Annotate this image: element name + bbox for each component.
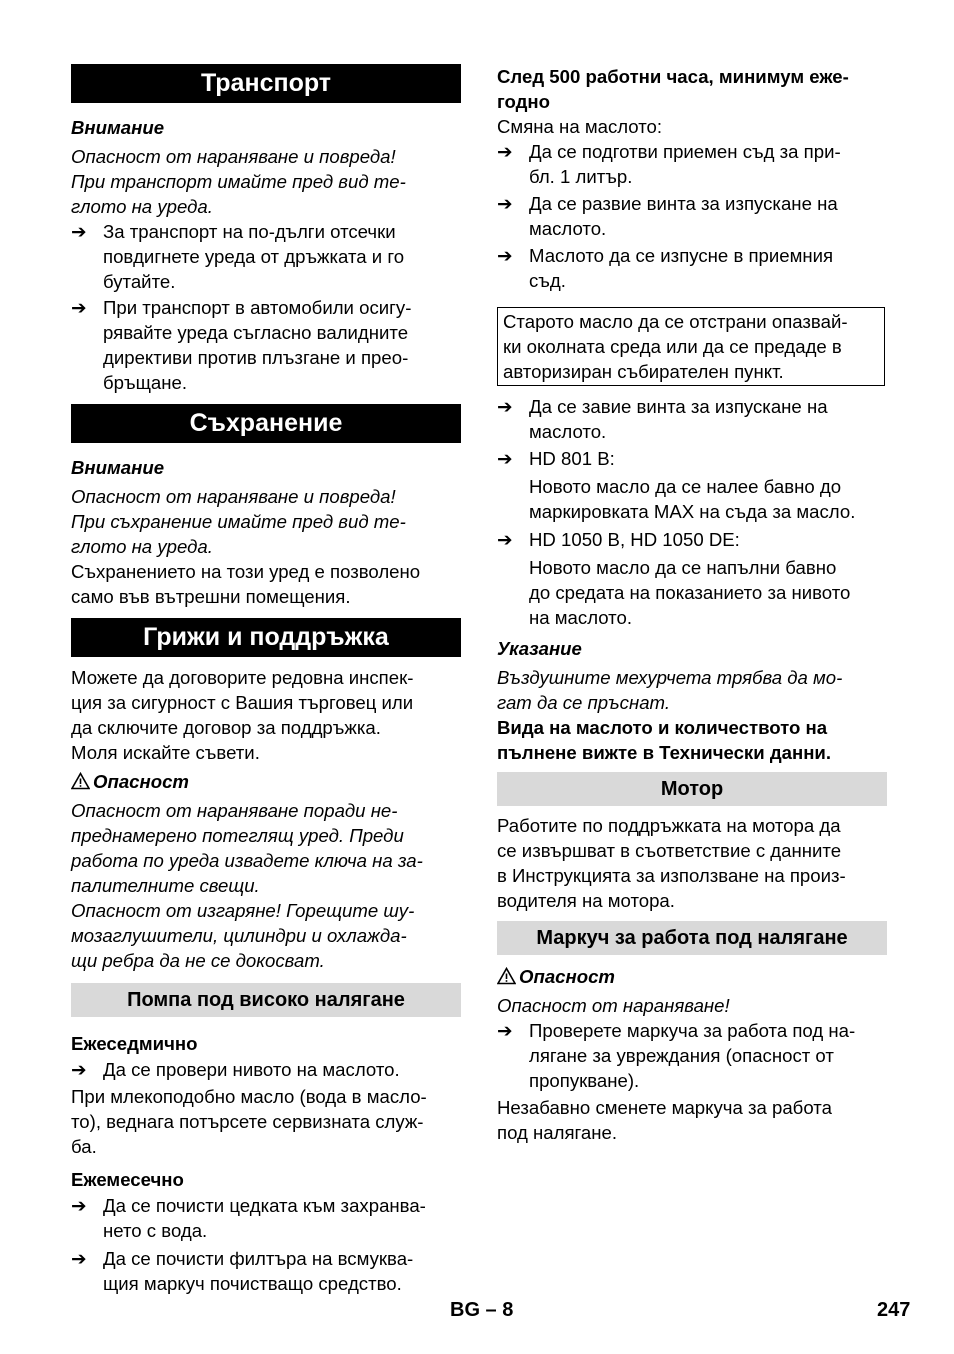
section-heading-care: Грижи и поддръжка [71,618,461,657]
page-number: 247 [877,1299,911,1321]
hint-label: Указание [497,638,582,659]
subsection-heading-hose: Маркуч за работа под налягане [497,921,887,955]
list-item: ➔ Проверете маркуча за работа под на- лягане за увреждания (опасност от пропукване). [497,1020,856,1091]
note-box: Старото масло да се отстрани опазвай- ки околната среда или да се предаде в авторизиран събирателен пункт. [497,307,885,386]
arrow-right-icon: ➔ [497,529,513,550]
arrow-right-icon: ➔ [71,1059,87,1080]
caution-label: Внимание [71,457,165,478]
subsection-heading-pump: Помпа под високо налягане [71,983,461,1017]
subsection-heading-motor: Мотор [497,772,887,806]
list-item: ➔ HD 1050 B, HD 1050 DE: [497,529,740,550]
caution-text: Опасност от нараняване и повреда! При съхранение имайте пред вид те- глото на уреда. [71,486,406,557]
arrow-right-icon: ➔ [497,1020,513,1041]
section-heading-storage: Съхранение [71,404,461,443]
arrow-right-icon: ➔ [497,193,513,214]
hose-text: Незабавно сменете маркуча за работа под налягане. [497,1097,832,1143]
arrow-right-icon: ➔ [497,448,513,469]
monthly-label: Ежемесечно [71,1169,184,1190]
arrow-right-icon: ➔ [71,1248,87,1269]
hint-text: Въздушните мехурчета трябва да мо- гат да се пръснат. [497,667,843,713]
list-item: ➔ Да се почисти цедката към захранва- нето с вода. [71,1195,426,1241]
caution-label: Внимание [71,117,165,138]
left-column [71,64,461,1296]
page-label: BG – 8 [450,1299,514,1321]
arrow-right-icon: ➔ [497,141,513,162]
after-500-hours-label: След 500 работни часа, минимум еже- годно [497,66,849,112]
list-item: ➔ Маслото да се изпусне в приемния съд. [497,245,834,291]
oil-change-label: Смяна на маслото: [497,116,663,137]
list-item: ➔ Да се развие винта за изпускане на маслото. [497,193,838,239]
arrow-right-icon: ➔ [71,221,87,242]
arrow-right-icon: ➔ [71,1195,87,1216]
weekly-text: При млекоподобно масло (вода в масло- то), веднага потърсете сервизната служ- ба. [71,1086,427,1157]
caution-text: Опасност от нараняване и повреда! При транспорт имайте пред вид те- глото на уреда. [71,146,406,217]
arrow-right-icon: ➔ [71,297,87,318]
list-item: ➔ За транспорт на по-дълги отсечки повдигнете уреда от дръжката и го бутайте. [71,221,405,292]
danger-text: Опасност от нараняване поради не- преднамерено потеглящ уред. Преди работа по уреда извадете ключа на за- палителните свещи. Опасност от изгаряне! Горещите шу- мозаглушители, цилиндри и охлажда- щи ребра да не се докосват. [71,800,423,971]
section-heading-transport: Транспорт [71,64,461,103]
arrow-right-icon: ➔ [497,396,513,417]
hd1050-text: Новото масло да се напълни бавно до средата на показанието за нивото на маслото. [529,557,851,628]
list-item: ➔ Да се подготви приемен съд за при- бл. 1 литър. [497,141,841,187]
weekly-label: Ежеседмично [71,1033,198,1054]
list-item: ➔ Да се завие винта за изпускане на маслото. [497,396,828,442]
danger-text: Опасност от нараняване! [497,995,730,1016]
motor-text: Работите по поддръжката на мотора да се извършват в съответствие с данните в Инструкцията за използване на произ- водителя на мотора. [497,815,846,911]
list-item: ➔ HD 801 B: [497,448,615,469]
list-item: ➔ Да се провери нивото на маслото. [71,1059,400,1080]
storage-text: Съхранението на този уред е позволено само във вътрешни помещения. [71,561,421,607]
oil-type-note: Вида на маслото и количеството на пълнене вижте в Технически данни. [497,717,832,763]
danger-label: Опасност [497,964,887,989]
danger-label: Опасност [71,769,461,794]
hd801-text: Новото масло да се налее бавно до маркировката MAX на съда за масло. [529,476,856,522]
list-item: ➔ При транспорт в автомобили осигу- рявайте уреда съгласно валидните директиви против плъзгане и прео- бръщане. [71,297,412,393]
list-item: ➔ Да се почисти филтъра на всмуква- щия маркуч почистващо средство. [71,1248,414,1294]
warning-triangle-icon [497,964,519,989]
arrow-right-icon: ➔ [497,245,513,266]
care-intro-text: Можете да договорите редовна инспек- ция за сигурност с Вашия търговец или да сключите договор за поддръжка. Моля искайте съвети. [71,667,414,763]
right-column [497,64,887,1145]
warning-triangle-icon [71,769,93,794]
